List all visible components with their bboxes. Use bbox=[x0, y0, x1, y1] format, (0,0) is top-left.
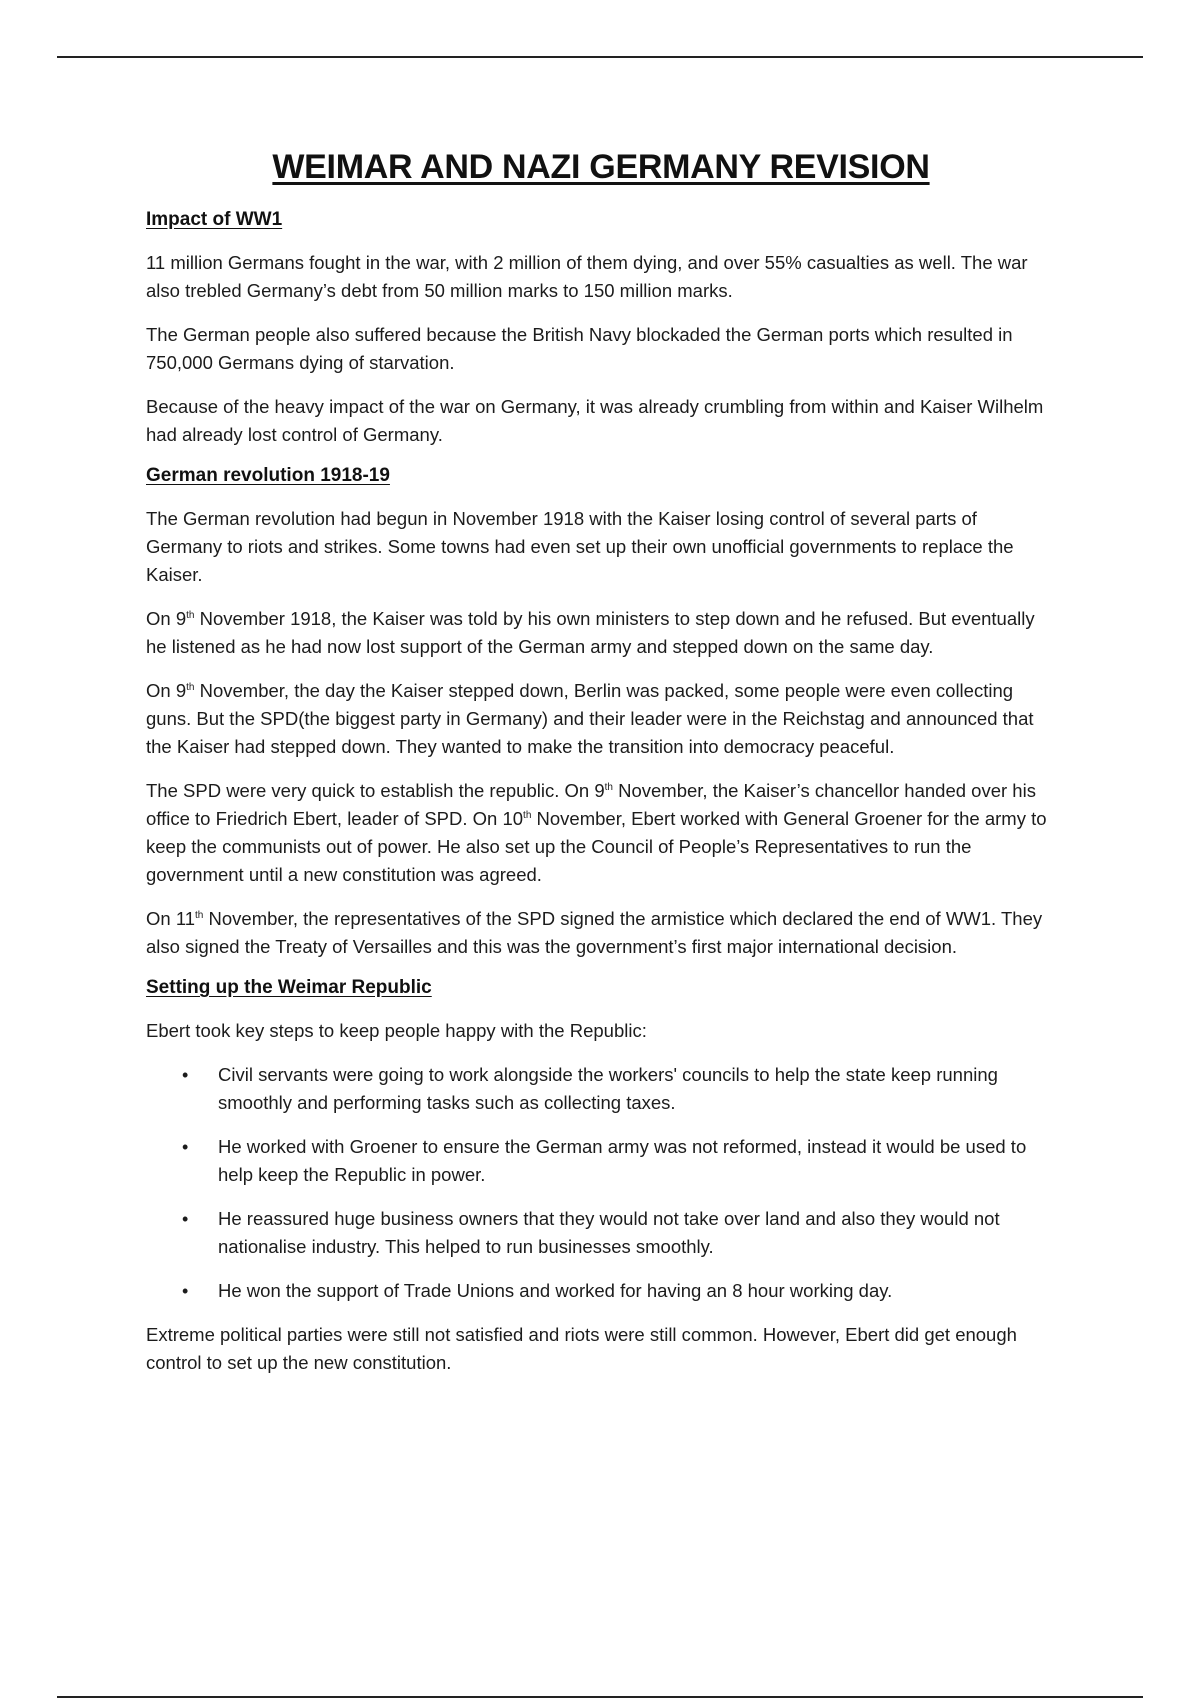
ww1-paragraph-3: Because of the heavy impact of the war on Germany, it was already crumbling from within and Kaiser Wilhelm had already lost control of Germany. bbox=[146, 396, 1044, 445]
ww1-paragraph-1: 11 million Germans fought in the war, with 2 million of them dying, and over 55% casualties as well. The war also trebled Germany’s debt from 50 million marks to 150 million marks. bbox=[146, 252, 1028, 301]
text-run: November, the Kaiser’s chancellor handed over his office to Friedrich Ebert, leader of SPD. On 10 bbox=[146, 780, 1036, 829]
bottom-rule bbox=[57, 1696, 1143, 1698]
weimar-closing: Extreme political parties were still not satisfied and riots were still common. However, Ebert did get enough control to set up the new constitution. bbox=[146, 1324, 1017, 1373]
text-run: November, the day the Kaiser stepped down, Berlin was packed, some people were even collecting guns. But the SPD(the biggest party in Germany) and their leader were in the Reichstag and announced that the Kaiser had stepped down. They wanted to make the transition into democracy peaceful. bbox=[146, 680, 1034, 757]
revolution-paragraph-2 bbox=[146, 605, 1056, 661]
list-item-text: He won the support of Trade Unions and worked for having an 8 hour working day. bbox=[218, 1280, 893, 1301]
revolution-paragraph-3 bbox=[146, 677, 1056, 761]
list-item bbox=[146, 1061, 1056, 1117]
text-run: November, the representatives of the SPD signed the armistice which declared the end of WW1. They also signed the Treaty of Versailles and this was the government’s first major international decision. bbox=[146, 908, 1043, 957]
list-item bbox=[146, 1205, 1056, 1261]
text-run: November 1918, the Kaiser was told by his own ministers to step down and he refused. But eventually he listened as he had now lost support of the German army and stepped down on the same day. bbox=[146, 608, 1035, 657]
section-heading-impact-ww1: Impact of WW1 bbox=[146, 209, 283, 230]
superscript: th bbox=[195, 909, 204, 921]
weimar-intro: Ebert took key steps to keep people happy with the Republic: bbox=[146, 1020, 647, 1041]
superscript: th bbox=[186, 609, 195, 621]
bullet-icon: • bbox=[182, 1209, 189, 1229]
document-body bbox=[146, 148, 1056, 1393]
superscript: th bbox=[523, 809, 532, 821]
list-item bbox=[146, 1277, 1056, 1305]
revolution-paragraph-5 bbox=[146, 905, 1056, 961]
superscript: th bbox=[604, 781, 613, 793]
superscript: th bbox=[186, 681, 195, 693]
bullet-icon: • bbox=[182, 1065, 189, 1085]
bullet-icon: • bbox=[182, 1281, 189, 1301]
revolution-paragraph-1: The German revolution had begun in November 1918 with the Kaiser losing control of several parts of Germany to riots and strikes. Some towns had even set up their own unofficial governments to replace the Kaiser. bbox=[146, 508, 1014, 585]
list-item-text: Civil servants were going to work alongside the workers' councils to help the state keep running smoothly and performing tasks such as collecting taxes. bbox=[218, 1064, 998, 1113]
section-heading-weimar-republic: Setting up the Weimar Republic bbox=[146, 977, 432, 998]
text-run: November, Ebert worked with General Groener for the army to keep the communists out of power. He also set up the Council of People’s Representatives to run the government until a new constitution was agreed. bbox=[146, 808, 1047, 885]
top-rule bbox=[57, 56, 1143, 58]
text-run: On 9 bbox=[146, 608, 187, 629]
list-item-text: He worked with Groener to ensure the German army was not reformed, instead it would be used to help keep the Republic in power. bbox=[218, 1136, 1027, 1185]
text-run: The SPD were very quick to establish the republic. On 9 bbox=[146, 780, 605, 801]
text-run: On 9 bbox=[146, 680, 187, 701]
bullet-icon: • bbox=[182, 1137, 189, 1157]
weimar-bullet-list bbox=[146, 1061, 1056, 1305]
ww1-paragraph-2: The German people also suffered because the British Navy blockaded the German ports which resulted in 750,000 Germans dying of starvation. bbox=[146, 324, 1013, 373]
section-heading-german-revolution: German revolution 1918-19 bbox=[146, 465, 390, 486]
revolution-paragraph-4 bbox=[146, 777, 1056, 889]
text-run: On 11 bbox=[146, 908, 196, 929]
list-item-text: He reassured huge business owners that they would not take over land and also they would not nationalise industry. This helped to run businesses smoothly. bbox=[218, 1208, 1000, 1257]
list-item bbox=[146, 1133, 1056, 1189]
document-title: WEIMAR AND NAZI GERMANY REVISION bbox=[272, 148, 930, 186]
